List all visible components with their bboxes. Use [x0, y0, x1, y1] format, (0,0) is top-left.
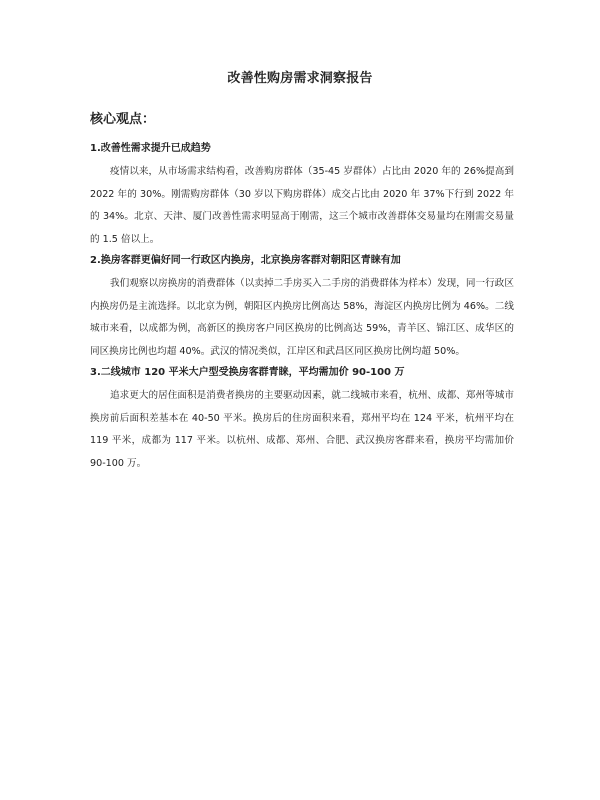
section-1	[90, 140, 514, 251]
section-2	[90, 252, 514, 363]
section-3-body: 追求更大的居住面积是消费者换房的主要驱动因素，就二线城市来看，杭州、成都、郑州等城市换房前后面积差基本在 40-50 平米。换房后的住房面积来看，郑州平均在 124 平米，杭州平均在 119 平米，成都为 117 平米。以杭州、成都、郑州、合肥、武汉换房客群来看，换房平均需加价 90-100 万。	[90, 390, 514, 469]
document-content	[90, 140, 514, 476]
section-2-title: 2.换房客群更偏好同一行政区内换房，北京换房客群对朝阳区青睐有加	[90, 255, 401, 266]
section-1-title: 1.改善性需求提升已成趋势	[90, 143, 211, 154]
core-points-heading: 核心观点：	[90, 112, 156, 127]
section-1-body: 疫情以来，从市场需求结构看，改善购房群体（35-45 岁群体）占比由 2020 年的 26%提高到 2022 年的 30%。刚需购房群体（30 岁以下购房群体）成交占比由 2020 年 37%下行到 2022 年的 34%。北京、天津、厦门改善性需求明显高于刚需，这三个城市改善群体交易量均在刚需交易量的 1.5 倍以上。	[90, 166, 514, 245]
section-3	[90, 364, 514, 475]
section-2-body: 我们观察以房换房的消费群体（以卖掉二手房买入二手房的消费群体为样本）发现，同一行政区内换房仍是主流选择。以北京为例，朝阳区内换房比例高达 58%，海淀区内换房比例为 46%。二线城市来看，以成都为例，高新区的换房客户同区换房的比例高达 59%，青羊区、锦江区、成华区的同区换房比例也均超 40%。武汉的情况类似，江岸区和武昌区同区换房比例均超 50%。	[90, 278, 514, 357]
section-3-title: 3.二线城市 120 平米大户型受换房客群青睐，平均需加价 90-100 万	[90, 367, 405, 378]
document-title: 改善性购房需求洞察报告	[227, 71, 373, 86]
